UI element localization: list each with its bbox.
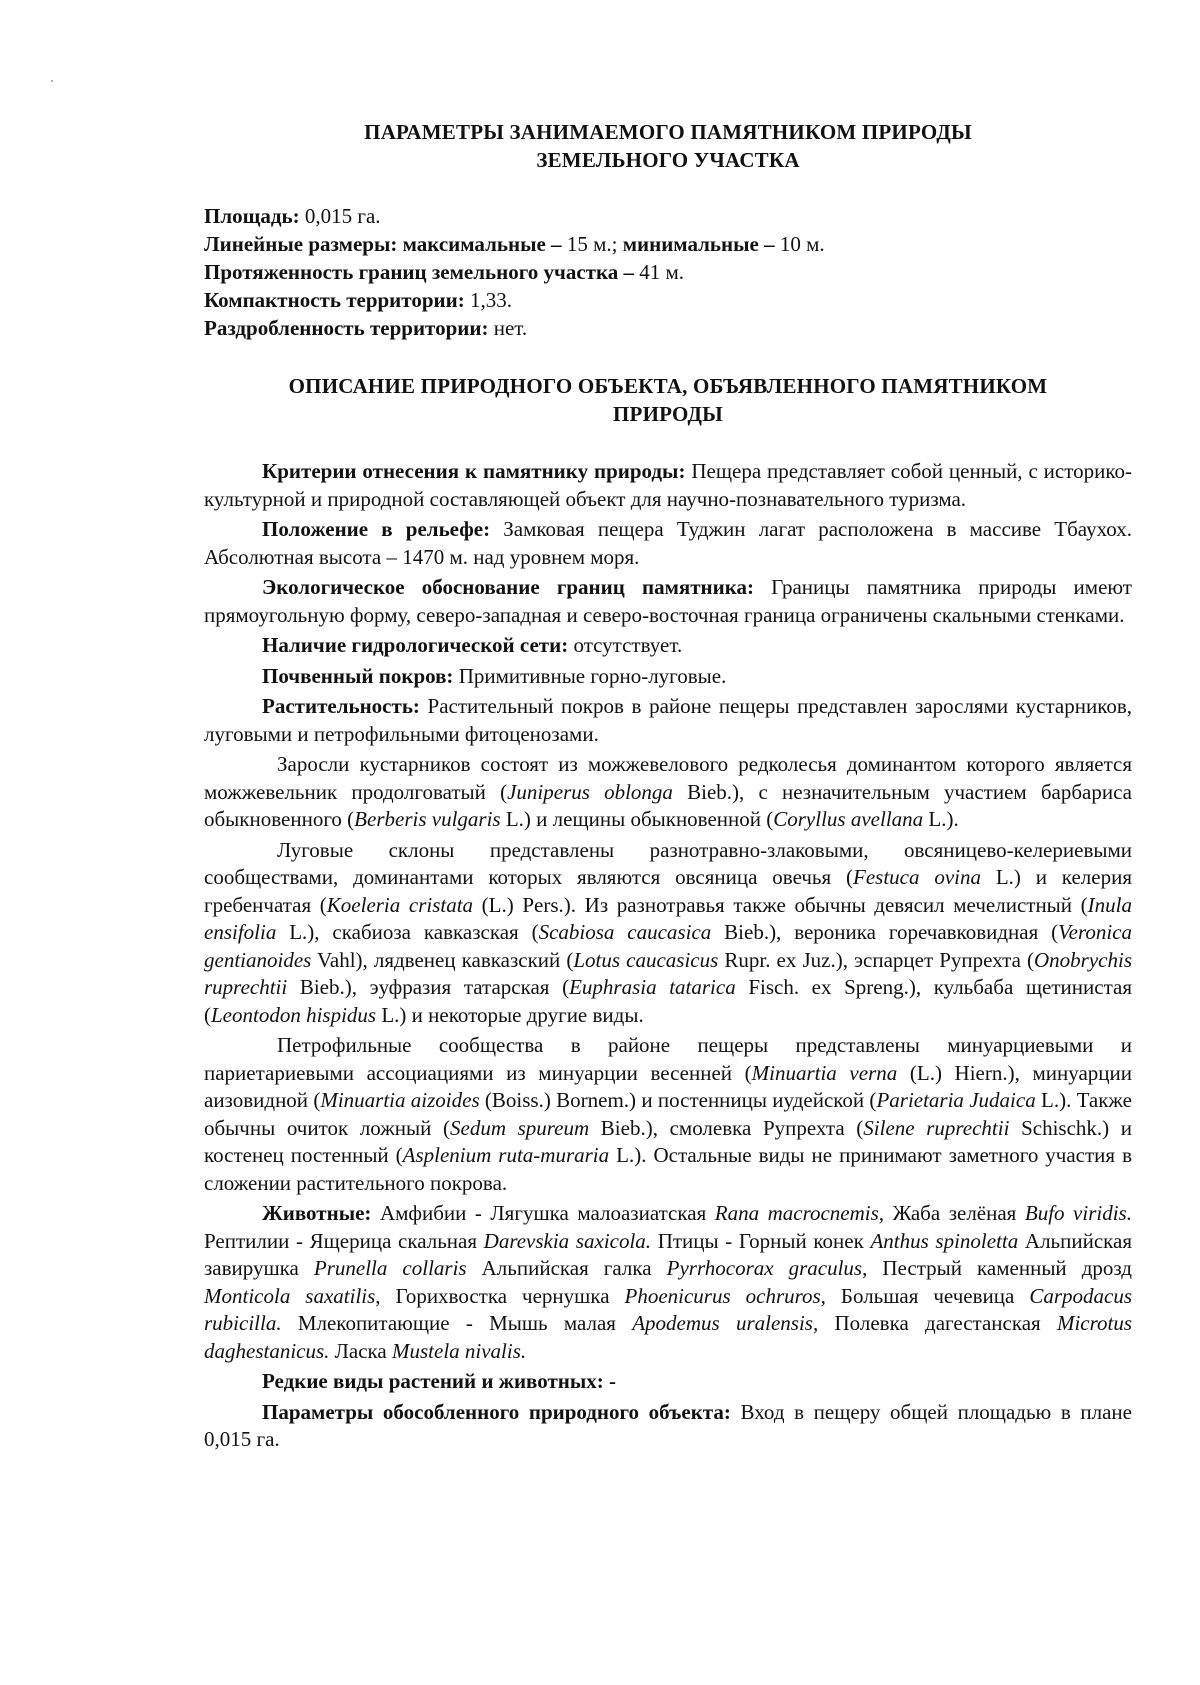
text-run: Полевка дагестанская [818,1311,1057,1335]
species-name: Lotus caucasicus [573,947,719,972]
text-run: Ласка [329,1338,392,1363]
text-run: Амфибии - Лягушка малоазиатская [371,1201,715,1225]
param-label: минимальные – [622,232,775,256]
text-run: (L.) Pers.). Из разнотравья также обычны девясил мечелистный ( [473,892,1088,917]
species-name: Koeleria cristata [326,892,474,917]
species-name: Inula ensifolia [204,892,1132,944]
species-name: Onobrychis ruprechtii [204,947,1133,999]
paragraph-text: Вход в пещеру общей площадью в плане 0,015 га. [204,1399,1132,1451]
species-name: Pyrrhocorax graculus [666,1256,863,1280]
text-run: L.), скабиоза кавказская ( [276,920,539,944]
param-value: 15 м.; [561,232,623,256]
text-run: Bieb.), эуфразия татарская ( [287,975,570,999]
paragraph-rare-species [204,1368,1132,1396]
paragraph-eco [204,574,1132,629]
paragraph-petrophilic [204,1032,1132,1197]
section-title-description [184,372,1152,428]
paragraph-label: Положение в рельефе: [262,517,491,541]
text-run: Rupr. ex Juz.), эспарцет Рупрехта ( [718,947,1035,972]
paragraph-soil [204,663,1132,691]
paragraph-text: отсутствует. [568,633,683,657]
text-run: L.). [923,807,959,831]
species-name: Sedum spureum [450,1115,590,1140]
paragraph-animals [204,1200,1132,1365]
species-name: Phoenicurus ochruros, [624,1283,826,1308]
param-linear [204,230,1132,258]
param-label: Компактность территории: [204,288,465,312]
section-title-line: ПАРАМЕТРЫ ЗАНИМАЕМОГО ПАМЯТНИКОМ ПРИРОДЫ [364,120,972,144]
text-run: (Boiss.) Bornem.) и постенницы иудейской ( [479,1088,877,1112]
species-name: Darevskia saxicola. [483,1228,652,1253]
text-run: Заросли кустарников состоят из можжевелового редколесья доминантом которого является можжевельник продолговатый ( [204,752,1132,804]
text-run: Bieb.), вероника горечавковидная ( [711,920,1059,944]
param-value: 41 м. [634,260,685,284]
species-name: Minuartia verna [751,1060,898,1085]
paragraph-isolated-object [204,1399,1132,1454]
paragraph-hydro [204,632,1132,660]
paragraph-text: Примитивные горно-луговые. [453,663,727,688]
text-run: Птицы - Горный конек [651,1228,871,1253]
text-run: Петрофильные сообщества в районе пещеры представлены минуарциевыми и париетариевыми ассоциациями из минуарции весенней ( [204,1033,1132,1085]
species-name: Leontodon hispidus [211,1002,377,1027]
text-run: Vahl), лядвенец кавказский ( [311,947,574,972]
paragraph-criteria [204,458,1132,513]
species-name: Anthus spinoletta [870,1228,1019,1253]
paragraph-text: Замковая пещера Туджин лагат расположена в массиве Тбаухох. Абсолютная высота – 1470 м. над уровнем моря. [204,517,1132,569]
species-name: Bufo viridis. [1024,1201,1132,1225]
param-value: 10 м. [774,232,825,256]
paragraph-text: Пещера представляет собой ценный, с историко-культурной и природной составляющей объект для научно-познавательного туризма. [204,459,1133,511]
species-name: Mustela nivalis. [392,1338,527,1363]
species-name: Carpodacus rubicilla. [204,1283,1132,1335]
paragraph-vegetation [204,693,1132,748]
species-name: Minuartia aizoides [320,1088,480,1112]
section-title-line: ЗЕМЕЛЬНОГО УЧАСТКА [536,148,800,172]
param-area [204,202,1132,230]
paragraph-label: Редкие виды растений и животных: - [262,1369,617,1393]
paragraph-text: Границы памятника природы имеют прямоугольную форму, северо-западная и северо-восточная граница ограничены скальными стенками. [204,575,1132,627]
species-name: Apodemus uralensis, [632,1311,819,1335]
species-name: Microtus daghestanicus. [204,1311,1133,1363]
param-value: нет. [488,316,528,340]
text-run: L.) и некоторые другие виды. [376,1002,644,1027]
param-value: 0,015 га. [299,204,381,228]
param-label: Линейные размеры: максимальные – [204,232,562,256]
parameters-list [204,202,1132,342]
paragraph-text: Растительный покров в районе пещеры представлен зарослями кустарников, луговыми и петрофильными фитоценозами. [204,694,1132,746]
text-run: Жаба зелёная [884,1201,1025,1225]
paragraph-label: Почвенный покров: [262,663,454,688]
text-run: L.). Остальные виды не принимают заметного участия в сложении растительного покрова. [204,1143,1132,1195]
species-name: Juniperus oblonga [507,779,673,804]
text-run: L.) и лещины обыкновенной ( [500,807,774,831]
text-run: Млекопитающие - Мышь малая [281,1311,633,1335]
scan-speck [51,80,53,82]
param-fragment [204,314,1132,342]
text-run: Fisch. ex Spreng.), кульбаба щетинистая ( [204,975,1132,1027]
param-label: Площадь: [204,204,300,228]
text-run: Луговые склоны представлены разнотравно-злаковыми, овсяницево-келериевыми сообществами, доминантами которых являются овсяница овечья ( [204,837,1132,889]
paragraph-label: Растительность: [262,694,420,718]
paragraph-label: Животные: [262,1201,372,1225]
description-body [204,458,1132,1454]
paragraph-label: Параметры обособленного природного объекта: [262,1399,731,1424]
section-title-parameters [184,118,1152,174]
text-run: L.). Также обычны очиток ложный ( [204,1088,1132,1140]
param-label: Раздробленность территории: [204,316,489,340]
text-run: Большая чечевица [825,1283,1030,1308]
text-run: Рептилии - Ящерица скальная [204,1228,484,1253]
species-name: Scabiosa caucasica [538,920,712,944]
section-title-line: ОПИСАНИЕ ПРИРОДНОГО ОБЪЕКТА, ОБЪЯВЛЕННОГО ПАМЯТНИКОМ [288,374,1048,398]
text-run: Альпийская галка [466,1256,667,1280]
paragraph-meadow [204,837,1132,1030]
paragraph-label: Экологическое обоснование границ памятника: [262,575,755,599]
text-run: Альпийская завирушка [204,1228,1133,1280]
paragraph-shrubs [204,751,1132,834]
paragraph-label: Критерии отнесения к памятнику природы: [262,459,686,483]
paragraph-label: Наличие гидрологической сети: [262,633,569,657]
param-value: 1,33. [464,288,512,312]
text-run: , Горихвостка чернушка [375,1283,625,1308]
text-run: L.) и келерия гребенчатая ( [204,865,1133,917]
param-border [204,258,1132,286]
species-name: Monticola saxatilis [204,1283,376,1308]
species-name: Festuca ovina [853,865,981,889]
species-name: Parietaria Judaica [876,1088,1036,1112]
text-run: Schischk.) и костенец постенный ( [204,1115,1132,1167]
species-name: Asplenium ruta-muraria [402,1143,610,1167]
species-name: Veronica gentianoides [204,920,1133,972]
paragraph-relief [204,516,1132,571]
species-name: Euphrasia tatarica [569,975,736,999]
species-name: Coryllus avellana [773,807,924,831]
section-title-line: ПРИРОДЫ [613,402,723,426]
param-label: Протяженность границ земельного участка – [204,260,635,284]
param-compact [204,286,1132,314]
species-name: Rana macrocnemis, [714,1201,885,1225]
species-name: Silene ruprechtii [863,1115,1010,1140]
text-run: Bieb.), с незначительным участием барбариса обыкновенного ( [204,779,1133,831]
text-run: Bieb.), смолевка Рупрехта ( [589,1115,864,1140]
species-name: Berberis vulgaris [354,807,501,831]
species-name: Prunella collaris [313,1256,467,1280]
document-content [204,118,1132,1457]
text-run: , Пестрый каменный дрозд [862,1256,1132,1280]
text-run: (L.) Hiern.), минуарции аизовидной ( [204,1060,1133,1112]
